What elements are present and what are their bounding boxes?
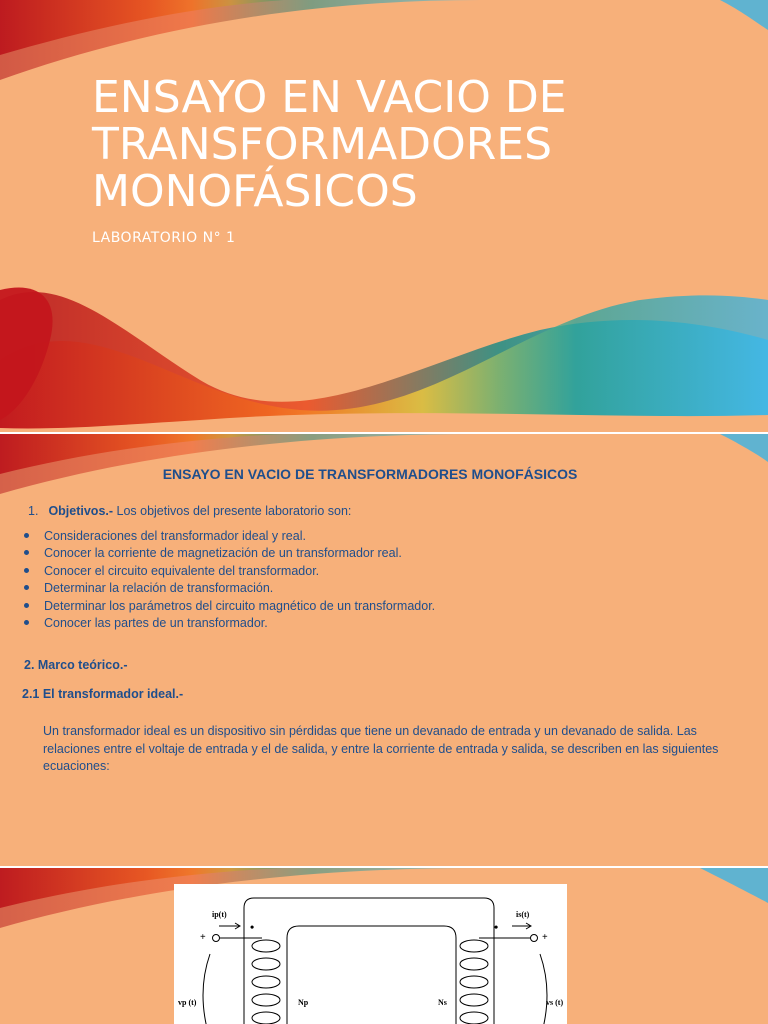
bullet-icon [24, 585, 29, 590]
list-item [22, 615, 435, 632]
bullet-icon [24, 620, 29, 625]
slide-diagram [0, 868, 768, 1024]
section-heading-ideal: 2.1 El transformador ideal.- [22, 687, 184, 701]
label-plus-right: + [542, 932, 548, 943]
list-item-text: Determinar los parámetros del circuito magnético de un transformador. [44, 598, 436, 613]
objectives-label: Objetivos.- [48, 504, 114, 518]
section-heading-marco: 2. Marco teórico.- [24, 658, 128, 672]
label-np: Np [298, 998, 309, 1007]
list-item [22, 598, 435, 615]
bullet-icon [24, 550, 29, 555]
bullet-icon [24, 603, 29, 608]
list-item [22, 545, 435, 562]
slide-objectives [0, 434, 768, 866]
bullet-icon [24, 533, 29, 538]
bullet-icon [24, 568, 29, 573]
polarity-dot-right: • [494, 920, 499, 934]
objectives-intro: Los objetivos del presente laboratorio son: [113, 504, 352, 518]
objectives-line [28, 504, 351, 518]
list-item-text: Conocer el circuito equivalente del transformador. [44, 563, 320, 578]
list-item [22, 528, 435, 545]
list-item [22, 580, 435, 597]
objectives-list [22, 528, 435, 632]
slide-title [0, 0, 768, 432]
transformer-core-drawing [174, 884, 567, 1024]
label-ns: Ns [438, 998, 447, 1007]
slide-subtitle: LABORATORIO N° 1 [92, 230, 236, 246]
slide-title-text: ENSAYO EN VACIO DE TRANSFORMADORES MONOFÁSICOS [92, 72, 567, 217]
label-vs: vs (t) [546, 998, 564, 1007]
list-item-text: Consideraciones del transformador ideal y real. [44, 529, 306, 543]
label-plus-left: + [200, 932, 206, 943]
label-vp: vp (t) [178, 998, 197, 1007]
label-ip: ip(t) [212, 910, 227, 919]
list-item-text: Determinar la relación de transformación. [44, 581, 274, 596]
list-item-text: Conocer la corriente de magnetización de un transformador real. [44, 546, 402, 561]
objectives-number: 1. [28, 504, 39, 518]
list-item [22, 563, 435, 580]
content-heading: ENSAYO EN VACIO DE TRANSFORMADORES MONOFÁSICOS [162, 466, 578, 482]
wave-decoration [0, 434, 768, 866]
polarity-dot-left: • [250, 920, 255, 934]
section-paragraph: Un transformador ideal es un dispositivo sin pérdidas que tiene un devanado de entrada y un devanado de salida. Las relaciones entre el voltaje de entrada y el de salida, y entre la corriente de entrada y salida, se describen en las siguientes ecuaciones: [43, 724, 719, 773]
label-is: is(t) [516, 910, 530, 919]
transformer-diagram [174, 884, 567, 1024]
list-item-text: Conocer las partes de un transformador. [44, 616, 268, 631]
